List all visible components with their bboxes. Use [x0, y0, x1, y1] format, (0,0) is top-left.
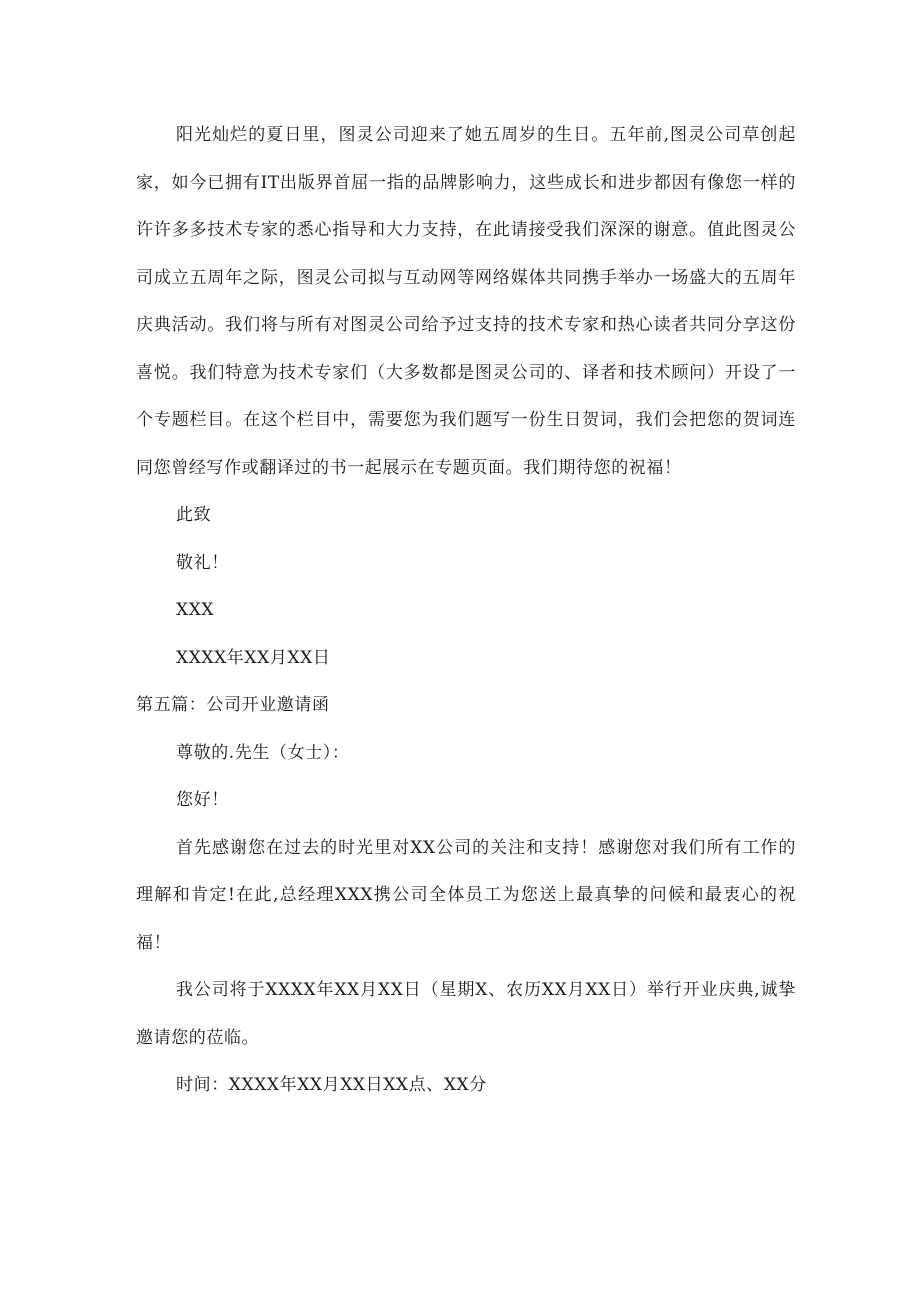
- salutation: 尊敬的.先生（女士）：: [176, 742, 350, 763]
- invitation-paragraph-2: 我公司将于XXXX年XX月XX日（星期X、农历XX月XX日）举行开业庆典,诚挚邀请您的莅临。: [136, 980, 796, 1048]
- section-heading: 第五篇：公司开业邀请函: [136, 695, 330, 715]
- document-page: [136, 112, 796, 1110]
- event-time: 时间：XXXX年XX月XX日XX点、XX分: [176, 1075, 487, 1095]
- invitation-paragraph-1: 首先感谢您在过去的时光里对XX公司的关注和支持！感谢您对我们所有工作的理解和肯定!在此,总经理XXX携公司全体员工为您送上最真挚的问候和最衷心的祝福！: [136, 837, 796, 953]
- closing-regards: 此致: [176, 505, 212, 525]
- letter-body: 阳光灿烂的夏日里，图灵公司迎来了她五周岁的生日。五年前,图灵公司草创起家，如今已拥有IT出版界首屈一指的品牌影响力，这些成长和进步都因有像您一样的许许多多技术专家的悉心指导和大力支持，在此请接受我们深深的谢意。值此图灵公司成立五周年之际，图灵公司拟与互动网等网络媒体共同携手举办一场盛大的五周年庆典活动。我们将与所有对图灵公司给予过支持的技术专家和热心读者共同分享这份喜悦。我们特意为技术专家们（大多数都是图灵公司的、译者和技术顾问）开设了一个专题栏目。在这个栏目中，需要您为我们题写一份生日贺词，我们会把您的贺词连同您曾经写作或翻译过的书一起展示在专题页面。我们期待您的祝福！: [136, 125, 796, 478]
- closing-salute: 敬礼！: [176, 552, 229, 573]
- signature: XXX: [176, 600, 215, 620]
- greeting: 您好！: [176, 790, 229, 810]
- letter-date: XXXX年XX月XX日: [176, 647, 331, 668]
